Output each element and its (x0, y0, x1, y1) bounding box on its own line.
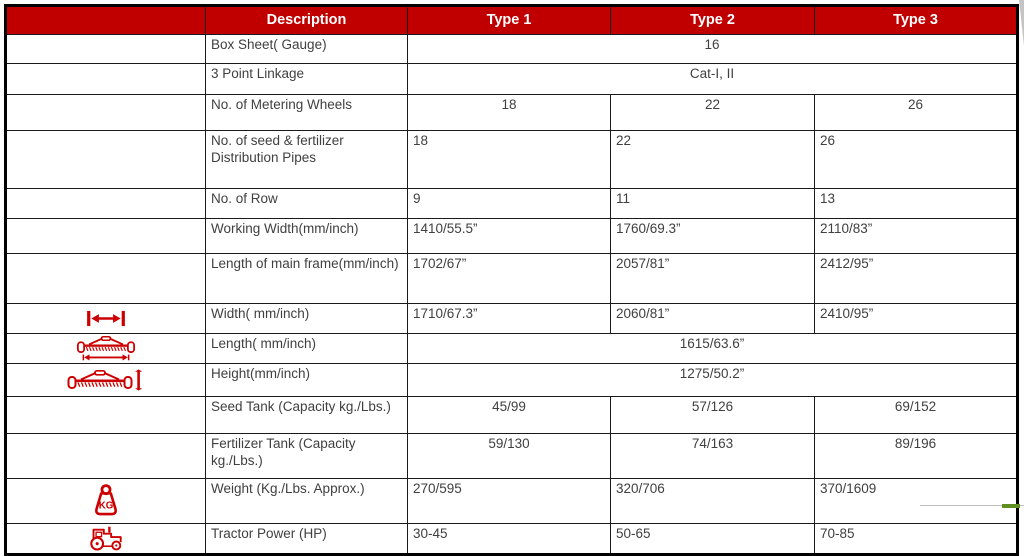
row-value-type2: 320/706 (611, 479, 815, 524)
row-value-merged: 16 (408, 35, 1018, 64)
icon-cell (6, 304, 206, 334)
row-value-type2: 2060/81” (611, 304, 815, 334)
table-row (6, 219, 1018, 254)
icon-cell (6, 95, 206, 131)
table-row (6, 35, 1018, 64)
row-value-type2: 1760/69.3” (611, 219, 815, 254)
header-type2: Type 2 (611, 6, 815, 35)
icon-cell (6, 524, 206, 555)
row-value-merged: Cat-I, II (408, 64, 1018, 95)
row-description: Width( mm/inch) (206, 304, 408, 334)
row-description: Working Width(mm/inch) (206, 219, 408, 254)
table-row (6, 95, 1018, 131)
row-value-type2: 22 (611, 131, 815, 189)
table-row (6, 397, 1018, 434)
row-description: Height(mm/inch) (206, 364, 408, 397)
row-value-type1: 1702/67” (408, 254, 611, 304)
icon-cell (6, 364, 206, 397)
row-description: Box Sheet( Gauge) (206, 35, 408, 64)
row-value-type2: 74/163 (611, 434, 815, 479)
table-row (6, 434, 1018, 479)
tractor-icon (84, 526, 128, 551)
row-value-type3: 70-85 (815, 524, 1018, 555)
icon-cell (6, 219, 206, 254)
row-value-merged: 1615/63.6” (408, 334, 1018, 364)
row-value-type1: 270/595 (408, 479, 611, 524)
row-description: Length of main frame(mm/inch) (206, 254, 408, 304)
row-value-type3: 26 (815, 95, 1018, 131)
width-arrow-icon (84, 310, 128, 327)
row-value-type1: 30-45 (408, 524, 611, 555)
row-value-type3: 2412/95” (815, 254, 1018, 304)
row-description: 3 Point Linkage (206, 64, 408, 95)
table-row (6, 254, 1018, 304)
row-value-type3: 69/152 (815, 397, 1018, 434)
table-row (6, 334, 1018, 364)
row-value-type2: 57/126 (611, 397, 815, 434)
row-value-type1: 9 (408, 189, 611, 219)
table-row (6, 524, 1018, 555)
row-value-merged: 1275/50.2” (408, 364, 1018, 397)
header-icon-column (6, 6, 206, 35)
icon-cell (6, 434, 206, 479)
header-row (6, 6, 1018, 35)
kg-weight-icon (87, 483, 125, 520)
row-value-type2: 2057/81” (611, 254, 815, 304)
icon-cell (6, 64, 206, 95)
row-value-type3: 13 (815, 189, 1018, 219)
icon-cell (6, 397, 206, 434)
row-value-type3: 26 (815, 131, 1018, 189)
row-description: No. of seed & fertilizer Distribution Pipes (206, 131, 408, 189)
table-row (6, 189, 1018, 219)
row-value-type1: 1710/67.3” (408, 304, 611, 334)
svg-text:KG: KG (98, 499, 114, 511)
row-value-type1: 18 (408, 95, 611, 131)
header-type3: Type 3 (815, 6, 1018, 35)
icon-cell (6, 35, 206, 64)
row-value-type3: 89/196 (815, 434, 1018, 479)
table-row (6, 131, 1018, 189)
row-value-type1: 18 (408, 131, 611, 189)
icon-cell (6, 189, 206, 219)
row-description: No. of Metering Wheels (206, 95, 408, 131)
row-description: Length( mm/inch) (206, 334, 408, 364)
row-value-type3: 2110/83” (815, 219, 1018, 254)
row-value-type2: 50-65 (611, 524, 815, 555)
table-row (6, 364, 1018, 397)
row-description: Fertilizer Tank (Capacity kg./Lbs.) (206, 434, 408, 479)
row-value-type3: 2410/95” (815, 304, 1018, 334)
row-description: No. of Row (206, 189, 408, 219)
row-description: Seed Tank (Capacity kg./Lbs.) (206, 397, 408, 434)
row-value-type2: 11 (611, 189, 815, 219)
row-value-type3: 370/1609 (815, 479, 1018, 524)
icon-cell (6, 479, 206, 524)
header-type1: Type 1 (408, 6, 611, 35)
gray-corner-artifact (1019, 0, 1024, 46)
table-row (6, 479, 1018, 524)
icon-cell (6, 254, 206, 304)
row-value-type1: 1410/55.5” (408, 219, 611, 254)
row-value-type2: 22 (611, 95, 815, 131)
table-row (6, 64, 1018, 95)
green-corner-artifact (1002, 504, 1020, 508)
row-value-type1: 45/99 (408, 397, 611, 434)
machine-height-icon (67, 369, 145, 391)
header-description: Description (206, 6, 408, 35)
icon-cell (6, 334, 206, 364)
row-description: Tractor Power (HP) (206, 524, 408, 555)
icon-cell (6, 131, 206, 189)
table-row (6, 304, 1018, 334)
machine-length-icon (73, 336, 139, 361)
specifications-table (4, 4, 1019, 556)
row-value-type1: 59/130 (408, 434, 611, 479)
row-description: Weight (Kg./Lbs. Approx.) (206, 479, 408, 524)
